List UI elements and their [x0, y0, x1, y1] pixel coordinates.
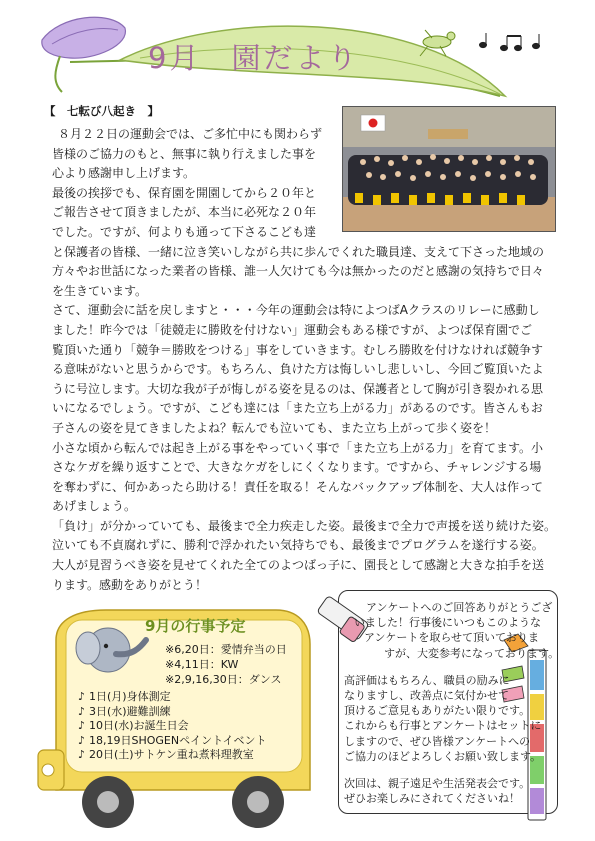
- article-line: あげましょう。: [52, 499, 137, 514]
- article-line: さなケガを繰り返すことで、大きなケガをしにくくなります。ですから、チャレンジする場: [52, 460, 542, 475]
- music-notes-icon: [480, 33, 540, 51]
- article-line: 最後の挨拶でも、保育園を開園してから２０年と: [52, 185, 317, 200]
- article-line: さて、運動会に話を戻しますと・・・今年の運動会は特によつばAクラスのリレーに感動し: [52, 303, 540, 318]
- article-line: と保護者の皆様、一緒に泣き笑いしながら共に歩んでくれた職員達、支えて下さった地域の: [52, 244, 545, 259]
- survey-line: 次回は、親子遠足や生活発表会です。: [344, 777, 531, 791]
- event-item: [78, 719, 267, 734]
- music-note-icon: ♪: [78, 719, 86, 732]
- events-list: [78, 690, 267, 763]
- event-note: ※2,9,16,30日：ダンス: [165, 673, 282, 686]
- title-main: 園だより: [231, 41, 360, 75]
- bus-headlight: [42, 764, 54, 776]
- event-note: ※4,11日：KW: [165, 658, 239, 671]
- article-line: ました！昨今では「徒競走に勝敗を付けない」運動会もある様ですが、よつば保育園でご: [52, 322, 533, 337]
- title-month: 9月: [148, 41, 202, 75]
- music-note-icon: ♪: [78, 733, 86, 747]
- music-note-icon: ♪: [78, 704, 86, 718]
- article-line: 泣いても不貞腐れずに、勝利で浮かれたい気持ちでも、最後までプログラムを遂行する姿。: [52, 538, 544, 553]
- survey-line: ご協力のほどよろしくお願い致します。: [344, 749, 542, 763]
- event-item-text: 3日(水)避難訓練: [89, 704, 171, 718]
- survey-line: 頂けるご意見もありがたい限りです。: [344, 704, 531, 718]
- event-item: [78, 748, 267, 763]
- music-note-icon: ♪: [78, 690, 86, 703]
- article-line: ８月２２日の運動会では、ご多忙中にも関わらず: [58, 127, 323, 141]
- event-item: [78, 734, 267, 749]
- survey-line: アンケートを取らせて頂いておりま: [364, 631, 540, 645]
- survey-line: ぜひお楽しみにされてくださいね！: [344, 792, 520, 806]
- article-line: 大人が見習うべき姿を見せてくれた全てのよつばっ子に、園長として感謝と大きな拍手を送: [52, 558, 545, 573]
- events-title: 9月の行事予定: [145, 617, 246, 635]
- survey-line: なりますし、改善点に気付かせて: [344, 689, 509, 703]
- section-heading: 【 七転び八起き 】: [44, 104, 159, 118]
- survey-text: [344, 600, 560, 806]
- survey-line: しますので、ぜひ皆様アンケートへの: [344, 734, 531, 748]
- article-line: る意味がないと思うからです。もちろん、負けた方は悔しいし悲しいし、今回ご覧頂いたよ: [52, 362, 544, 377]
- article-body: [52, 125, 557, 595]
- article-line: 「負け」が分かっていても、最後まで全力疾走した姿。最後まで全力で声援を送り続けた姿。: [52, 518, 557, 533]
- article-line: ご報告させて頂きましたが、本当に必死な２０年: [52, 205, 317, 220]
- survey-line: 高評価はもちろん、職員の励みに: [344, 673, 510, 687]
- article-line: を生きています。: [52, 283, 148, 298]
- event-item-text: 18,19日SHOGENペイントイベント: [89, 733, 267, 747]
- article-line: 方々やお世話になった業者の皆様、誰一人欠けても今は無かったのだと感謝の気持ちで日々: [52, 264, 544, 279]
- article-line: うに号泣します。大切な我が子が悔しがる姿を見るのは、保護者として胸が引き裂かれる思: [52, 381, 544, 396]
- survey-line: アンケートへのご回答ありがとうござ: [366, 601, 553, 614]
- event-note: ※6,20日：愛情弁当の日: [165, 643, 287, 656]
- article-line: を奪わずに、何かあったら助ける！責任を取る！そんなバックアップ体制を、大人は作って: [52, 479, 544, 494]
- article-line: 皆様のご協力のもと、無事に執り行えました事を: [52, 146, 317, 161]
- page-title: [148, 36, 359, 77]
- article-line: 心より感謝申し上げます。: [52, 166, 196, 181]
- article-line: 小さな頃から転んでは起き上がる事をやっていく事で「また立ち上がる力」を育てます。小: [52, 440, 544, 455]
- music-note-icon: ♪: [78, 748, 86, 761]
- article-line: 子さんの姿を見てきましたよね？転んでも泣いても、また立ち上がって歩く姿を！: [52, 420, 497, 435]
- event-item: [78, 690, 267, 705]
- events-notes: [165, 642, 287, 687]
- article-line: いになるでしょう。ですが、こども達には「また立ち上がる力」があるのです。皆さんもお: [52, 401, 543, 416]
- event-item: [78, 705, 267, 720]
- survey-line: これからも行事とアンケートはセットに: [344, 719, 542, 733]
- event-item-text: 1日(月)身体測定: [89, 690, 171, 703]
- survey-line: いました！行事後にいつもこのような: [354, 616, 541, 630]
- article-line: 覧頂いた通り「競争＝勝敗をつける」事をしていきます。むしろ勝敗を付けなければ競争す: [52, 342, 544, 357]
- article-line: ります。感動をありがとう！: [52, 577, 208, 592]
- survey-line: すが、大変参考になっております。: [384, 646, 560, 660]
- article-line: でした。ですが、何よりも通って下さるこども達: [52, 224, 317, 239]
- event-item-text: 10日(水)お誕生日会: [89, 719, 189, 732]
- flower-icon: [42, 17, 126, 92]
- event-item-text: 20日(土)サトケン重ね煮料理教室: [89, 748, 254, 761]
